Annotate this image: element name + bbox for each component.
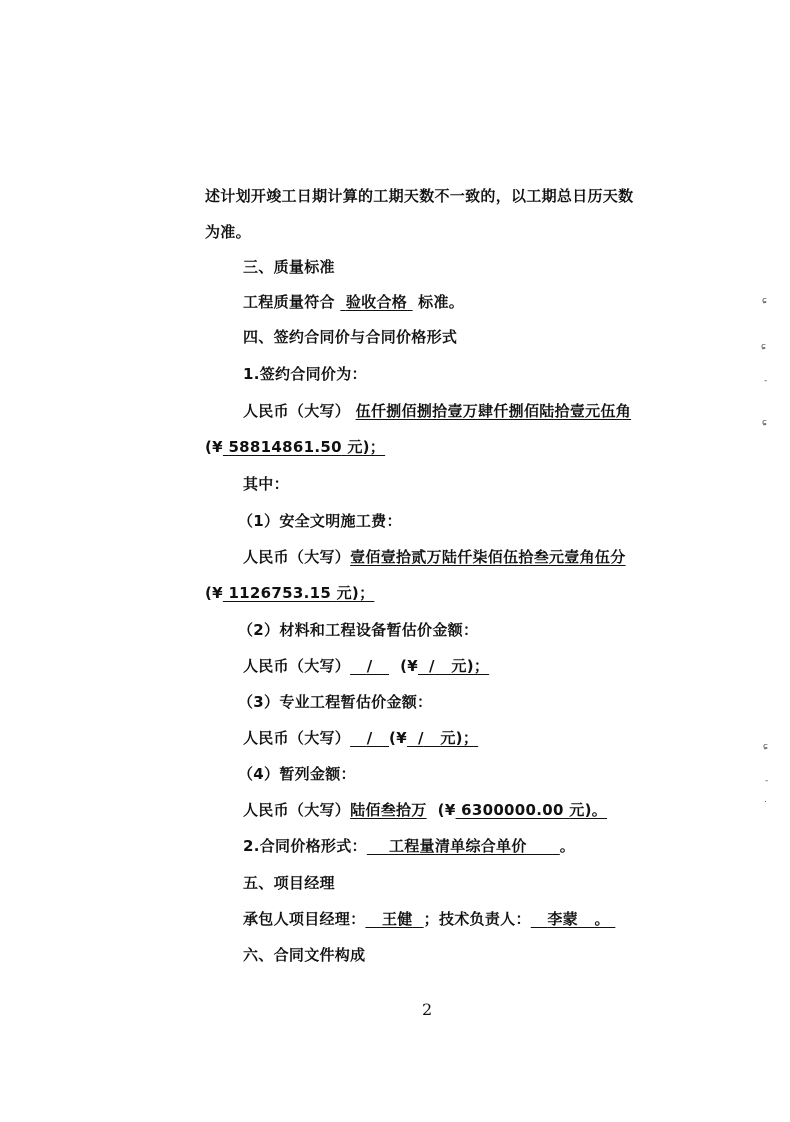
total-price-number-line: (¥ 58814861.50 元)； bbox=[205, 438, 386, 456]
scan-speck: - bbox=[765, 776, 769, 786]
paragraph-continuation-end: 为准。 bbox=[205, 223, 251, 241]
total-price-capital-line bbox=[243, 401, 631, 421]
section-5-heading: 五、项目经理 bbox=[243, 874, 335, 892]
total-price-number: 58814861.50 元)； bbox=[228, 438, 386, 456]
item-1-heading: （1）安全文明施工费： bbox=[238, 512, 402, 530]
quality-suffix: 标准。 bbox=[418, 293, 465, 311]
special-capital: / bbox=[366, 729, 373, 747]
quality-prefix: 工程质量符合 bbox=[243, 293, 335, 311]
section-3-heading: 三、质量标准 bbox=[243, 258, 335, 276]
safety-capital: 壹佰壹拾贰万陆仟柒佰伍拾叁元壹角伍分 bbox=[350, 548, 626, 566]
provisional-capital: 陆佰叁拾万 bbox=[350, 801, 427, 819]
item-3-heading: （3）专业工程暂估价金额： bbox=[238, 693, 433, 711]
special-number: / 元)； bbox=[418, 729, 479, 747]
scan-speck: ɕ bbox=[762, 296, 767, 306]
special-amount-line: 人民币（大写） / (¥ / 元)； bbox=[243, 729, 479, 747]
among-label: 其中： bbox=[243, 475, 289, 493]
scan-speck: . bbox=[764, 795, 767, 805]
scan-speck: ɕ bbox=[762, 418, 767, 428]
section-6-heading: 六、合同文件构成 bbox=[243, 946, 366, 964]
safety-number-line: (¥ 1126753.15 元)； bbox=[205, 584, 375, 602]
material-number: / 元)； bbox=[429, 657, 490, 675]
paragraph-continuation: 述计划开竣工日期计算的工期天数不一致的，以工期总日历天数 bbox=[205, 187, 634, 205]
item-4-heading: （4）暂列金额： bbox=[238, 765, 356, 783]
item-2-heading: （2）材料和工程设备暂估价金额： bbox=[238, 621, 479, 639]
section-4-heading: 四、签约合同价与合同价格形式 bbox=[243, 328, 458, 346]
material-capital: / bbox=[366, 657, 373, 675]
scan-speck: ɕ bbox=[763, 742, 768, 752]
quality-value: 验收合格 bbox=[345, 293, 408, 311]
price-form-line: 2.合同价格形式： 工程量清单综合单价 。 bbox=[243, 837, 576, 855]
safety-capital-line bbox=[243, 547, 626, 567]
page-number: 2 bbox=[422, 1000, 433, 1019]
scan-speck: - bbox=[764, 376, 768, 386]
provisional-number: 6300000.00 元)。 bbox=[461, 801, 608, 819]
material-amount-line: 人民币（大写） / (¥ / 元)； bbox=[243, 657, 490, 675]
provisional-amount-line: 人民币（大写）陆佰叁拾万 (¥ 6300000.00 元)。 bbox=[243, 801, 608, 819]
rmb-label: 人民币（大写） bbox=[243, 402, 351, 420]
quality-standard-line bbox=[243, 292, 464, 312]
manager-line: 承包人项目经理： 王健 ；技术负责人： 李蒙 。 bbox=[243, 910, 616, 928]
rmb-label: 人民币（大写） bbox=[243, 548, 351, 566]
sign-price-heading: 1.签约合同价为： bbox=[243, 365, 367, 383]
scan-speck: ɕ bbox=[761, 342, 766, 352]
total-price-capital: 伍仟捌佰捌拾壹万肆仟捌佰陆拾壹元伍角 bbox=[355, 402, 632, 420]
safety-number: 1126753.15 元)； bbox=[228, 584, 375, 602]
price-form-value: 工程量清单综合单价 bbox=[388, 837, 527, 855]
technical-lead-name: 李蒙 。 bbox=[547, 910, 616, 928]
project-manager-name: 王健 bbox=[381, 910, 413, 928]
